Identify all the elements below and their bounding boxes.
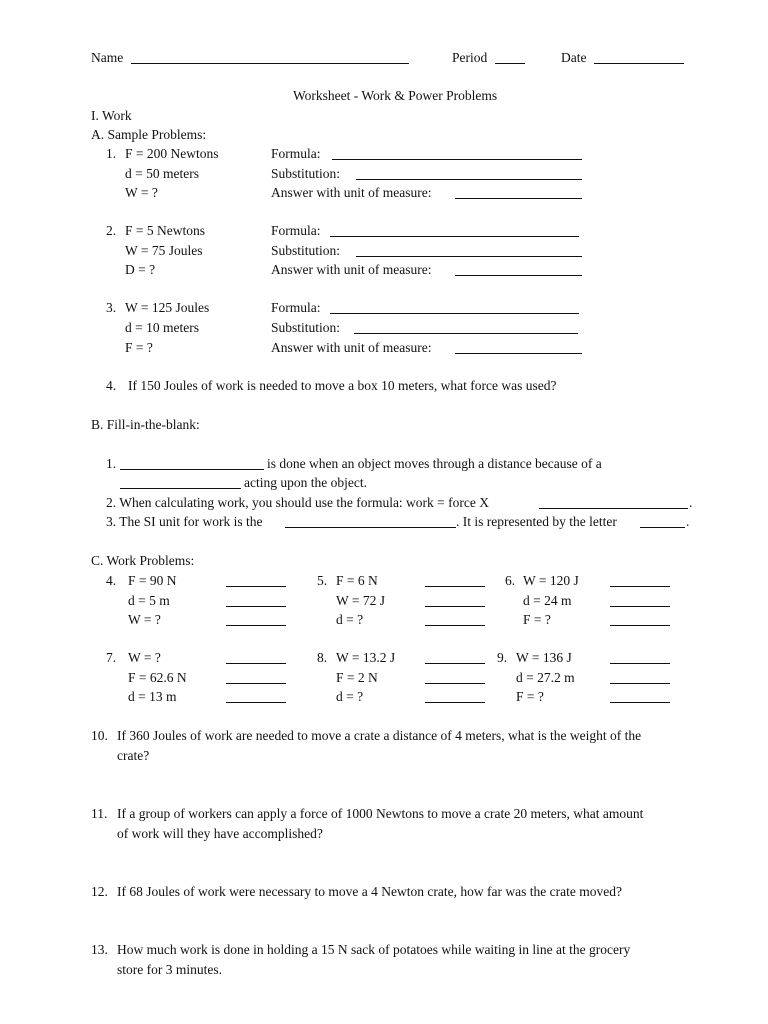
formula-blank[interactable]: [332, 146, 582, 164]
fill-number: 1.: [106, 456, 117, 471]
answer-blank[interactable]: [425, 612, 485, 630]
answer-label: Answer with unit of measure:: [271, 340, 432, 355]
formula-blank[interactable]: [330, 223, 579, 241]
question-text: crate?: [117, 748, 150, 763]
question-text: If a group of workers can apply a force of 1000 Newtons to move a crate 20 meters, what amount: [117, 806, 644, 821]
question-number: 10.: [91, 728, 108, 743]
fill-blank-force[interactable]: [120, 475, 241, 493]
answer-blank[interactable]: [226, 689, 286, 707]
problem-number: 4.: [106, 573, 117, 588]
sample-given: d = 10 meters: [125, 320, 199, 335]
answer-blank[interactable]: [425, 670, 485, 688]
answer-blank[interactable]: [610, 612, 670, 630]
sample-given: W = 75 Joules: [125, 243, 203, 258]
worksheet-title: Worksheet - Work & Power Problems: [293, 88, 498, 103]
formula-blank[interactable]: [330, 300, 579, 318]
answer-blank[interactable]: [455, 340, 582, 358]
sample-given: W = ?: [125, 185, 158, 200]
sample-given: F = 5 Newtons: [125, 223, 205, 238]
answer-blank[interactable]: [455, 262, 582, 280]
formula-label: Formula:: [271, 300, 321, 315]
date-label: Date: [561, 50, 587, 65]
question-number: 13.: [91, 942, 108, 957]
question-text: If 360 Joules of work are needed to move a crate a distance of 4 meters, what is the weight of the: [117, 728, 642, 743]
answer-blank[interactable]: [425, 650, 485, 668]
problem-given: d = ?: [336, 612, 364, 627]
problem-given: W = 13.2 J: [336, 650, 396, 665]
substitution-label: Substitution:: [271, 166, 341, 181]
fill-text: is done when an object moves through a distance because of a: [267, 456, 602, 471]
section-heading-work-problems: C. Work Problems:: [91, 553, 195, 568]
sample-problem-number: 1.: [106, 146, 117, 161]
problem-given: W = 136 J: [516, 650, 572, 665]
period-label: Period: [452, 50, 488, 65]
answer-blank[interactable]: [226, 612, 286, 630]
question-text: If 68 Joules of work were necessary to move a 4 Newton crate, how far was the crate moved?: [117, 884, 622, 899]
sample-given: F = ?: [125, 340, 153, 355]
problem-number: 7.: [106, 650, 117, 665]
answer-blank[interactable]: [610, 593, 670, 611]
substitution-blank[interactable]: [356, 243, 582, 261]
problem-given: F = 6 N: [336, 573, 378, 588]
substitution-blank[interactable]: [356, 166, 582, 184]
problem-given: W = ?: [128, 612, 161, 627]
problem-given: d = 27.2 m: [516, 670, 575, 685]
answer-blank[interactable]: [226, 670, 286, 688]
answer-blank[interactable]: [226, 573, 286, 591]
fill-punct: .: [686, 514, 690, 529]
question-text: store for 3 minutes.: [117, 962, 222, 977]
problem-given: F = ?: [516, 689, 544, 704]
problem-given: W = 120 J: [523, 573, 579, 588]
sample-given: F = 200 Newtons: [125, 146, 219, 161]
section-heading-work: I. Work: [91, 108, 132, 123]
fill-text: acting upon the object.: [244, 475, 367, 490]
sample-problem-number: 2.: [106, 223, 117, 238]
answer-label: Answer with unit of measure:: [271, 262, 432, 277]
substitution-blank[interactable]: [354, 320, 578, 338]
problem-given: F = ?: [523, 612, 551, 627]
fill-text: 3. The SI unit for work is the: [106, 514, 263, 529]
section-heading-sample: A. Sample Problems:: [91, 127, 207, 142]
answer-blank[interactable]: [425, 593, 485, 611]
problem-number: 5.: [317, 573, 328, 588]
answer-blank[interactable]: [226, 593, 286, 611]
sample-given: D = ?: [125, 262, 156, 277]
fill-blank-unit[interactable]: [285, 514, 456, 532]
question-number: 11.: [91, 806, 108, 821]
date-field[interactable]: [594, 50, 684, 68]
question-number: 4.: [106, 378, 117, 393]
name-label: Name: [91, 50, 124, 65]
fill-punct: .: [689, 495, 693, 510]
fill-text: . It is represented by the letter: [456, 514, 617, 529]
problem-given: d = 24 m: [523, 593, 572, 608]
fill-blank-work[interactable]: [120, 456, 264, 474]
fill-blank-distance[interactable]: [539, 495, 688, 513]
answer-blank[interactable]: [425, 689, 485, 707]
question-text: How much work is done in holding a 15 N sack of potatoes while waiting in line at the grocery: [117, 942, 631, 957]
answer-blank[interactable]: [425, 573, 485, 591]
problem-given: d = 5 m: [128, 593, 170, 608]
answer-blank[interactable]: [610, 573, 670, 591]
substitution-label: Substitution:: [271, 243, 341, 258]
answer-blank[interactable]: [455, 185, 582, 203]
problem-number: 8.: [317, 650, 328, 665]
problem-given: F = 62.6 N: [128, 670, 187, 685]
problem-number: 9.: [497, 650, 508, 665]
formula-label: Formula:: [271, 223, 321, 238]
problem-given: F = 2 N: [336, 670, 378, 685]
answer-label: Answer with unit of measure:: [271, 185, 432, 200]
problem-number: 6.: [505, 573, 516, 588]
question-number: 12.: [91, 884, 108, 899]
sample-given: d = 50 meters: [125, 166, 199, 181]
problem-given: F = 90 N: [128, 573, 177, 588]
formula-label: Formula:: [271, 146, 321, 161]
answer-blank[interactable]: [610, 670, 670, 688]
substitution-label: Substitution:: [271, 320, 341, 335]
fill-blank-letter[interactable]: [640, 514, 685, 532]
problem-given: W = 72 J: [336, 593, 385, 608]
problem-given: d = 13 m: [128, 689, 177, 704]
answer-blank[interactable]: [226, 650, 286, 668]
name-field[interactable]: [131, 50, 409, 68]
sample-problem-number: 3.: [106, 300, 117, 315]
answer-blank[interactable]: [610, 689, 670, 707]
sample-given: W = 125 Joules: [125, 300, 210, 315]
fill-text: 2. When calculating work, you should use the formula: work = force X: [106, 495, 490, 510]
problem-given: W = ?: [128, 650, 161, 665]
answer-blank[interactable]: [610, 650, 670, 668]
problem-given: d = ?: [336, 689, 364, 704]
period-field[interactable]: [495, 50, 525, 68]
question-text: If 150 Joules of work is needed to move a box 10 meters, what force was used?: [128, 378, 557, 393]
section-heading-fill: B. Fill-in-the-blank:: [91, 417, 200, 432]
question-text: of work will they have accomplished?: [117, 826, 323, 841]
